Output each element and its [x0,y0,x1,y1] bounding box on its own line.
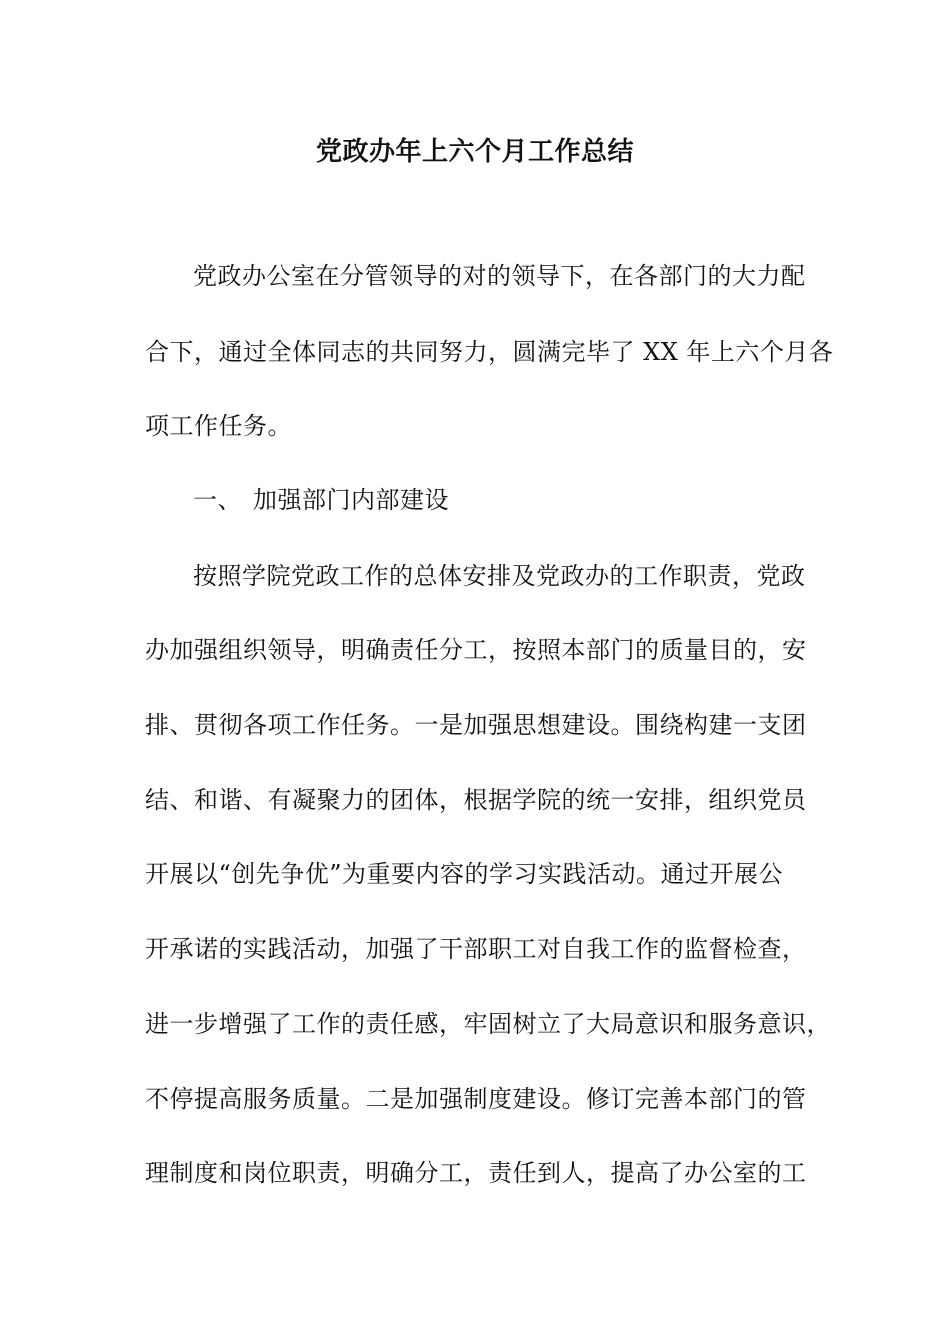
paragraph-line: 党政办公室在分管领导的对的领导下，在各部门的大力配 [193,262,806,290]
paragraph-line: 不停提高服务质量。二是加强制度建设。修订完善本部门的管 [145,1085,807,1113]
section-heading-text: 加强部门内部建设 [253,486,449,514]
section-heading-number: 一、 [193,486,242,514]
paragraph-line: 按照学院党政工作的总体安排及党政办的工作职责，党政 [193,562,806,590]
paragraph-line: 进一步增强了工作的责任感，牢固树立了大局意识和服务意识， [145,1010,831,1038]
paragraph-line: 排、贯彻各项工作任务。一是加强思想建设。围绕构建一支团 [145,711,807,739]
paragraph-line: 项工作任务。 [145,412,292,440]
paragraph-line: 理制度和岗位职责，明确分工，责任到人，提高了办公室的工 [145,1159,807,1187]
paragraph-line: 开展以“创先争优”为重要内容的学习实践活动。通过开展公 [145,860,784,888]
paragraph-line: 办加强组织领导，明确责任分工，按照本部门的质量目的，安 [145,636,807,664]
paragraph-line: 结、和谐、有凝聚力的团体，根据学院的统一安排，组织党员 [145,786,807,814]
document-title: 党政办年上六个月工作总结 [315,137,634,167]
paragraph-line: 开承诺的实践活动，加强了干部职工对自我工作的监督检查， [145,935,807,963]
section-heading [193,480,449,520]
paragraph-line: 合下，通过全体同志的共同努力，圆满完毕了 XX 年上六个月各 [145,338,834,366]
